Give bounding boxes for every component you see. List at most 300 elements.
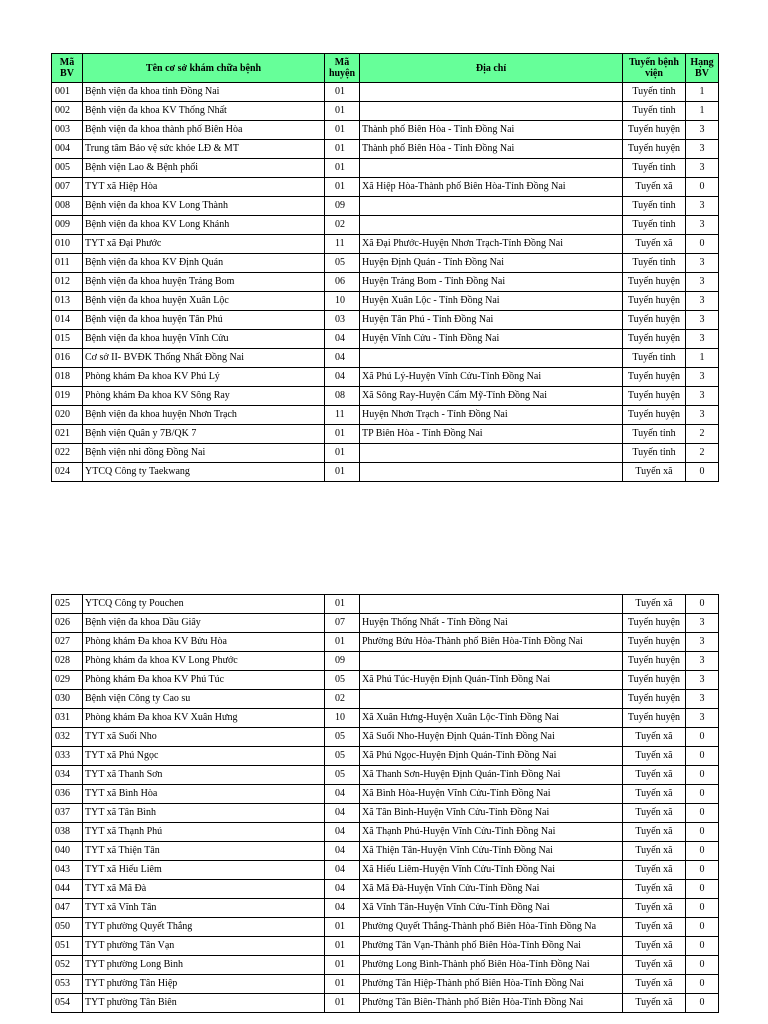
cell-name: Bệnh viện Công ty Cao su	[83, 690, 325, 709]
table-row	[52, 633, 719, 652]
cell-code: 025	[52, 595, 83, 614]
cell-tier: Tuyến xã	[623, 785, 686, 804]
cell-address	[360, 216, 623, 235]
cell-tier: Tuyến xã	[623, 842, 686, 861]
cell-rank: 3	[686, 690, 719, 709]
table-row	[52, 311, 719, 330]
cell-tier: Tuyến xã	[623, 595, 686, 614]
cell-address: Huyện Vĩnh Cửu - Tỉnh Đồng Nai	[360, 330, 623, 349]
cell-address	[360, 595, 623, 614]
cell-rank: 0	[686, 994, 719, 1013]
cell-code: 030	[52, 690, 83, 709]
cell-code: 043	[52, 861, 83, 880]
cell-tier: Tuyến xã	[623, 975, 686, 994]
cell-address: Xã Thiện Tân-Huyện Vĩnh Cửu-Tỉnh Đồng Nai	[360, 842, 623, 861]
cell-tier: Tuyến huyện	[623, 633, 686, 652]
cell-name: Phòng khám Đa khoa KV Sông Ray	[83, 387, 325, 406]
table-row	[52, 406, 719, 425]
header-rank: Hạng BV	[686, 54, 719, 83]
cell-address	[360, 102, 623, 121]
table-row	[52, 937, 719, 956]
table-row	[52, 83, 719, 102]
cell-tier: Tuyến xã	[623, 823, 686, 842]
cell-rank: 1	[686, 349, 719, 368]
cell-code: 027	[52, 633, 83, 652]
cell-tier: Tuyến huyện	[623, 330, 686, 349]
table-row	[52, 880, 719, 899]
cell-district: 04	[325, 330, 360, 349]
cell-name: Bệnh viện đa khoa huyện Trảng Bom	[83, 273, 325, 292]
cell-code: 005	[52, 159, 83, 178]
table-row	[52, 975, 719, 994]
cell-tier: Tuyến xã	[623, 747, 686, 766]
cell-code: 015	[52, 330, 83, 349]
cell-tier: Tuyến huyện	[623, 690, 686, 709]
cell-rank: 0	[686, 861, 719, 880]
cell-code: 028	[52, 652, 83, 671]
cell-code: 031	[52, 709, 83, 728]
cell-code: 003	[52, 121, 83, 140]
cell-rank: 3	[686, 140, 719, 159]
cell-name: TYT phường Tân Hiệp	[83, 975, 325, 994]
table-row	[52, 197, 719, 216]
table-row	[52, 785, 719, 804]
cell-code: 008	[52, 197, 83, 216]
cell-address	[360, 690, 623, 709]
cell-district: 01	[325, 918, 360, 937]
cell-name: TYT xã Hiệp Hòa	[83, 178, 325, 197]
cell-rank: 3	[686, 311, 719, 330]
cell-tier: Tuyến huyện	[623, 614, 686, 633]
facility-table-top	[51, 53, 719, 482]
cell-district: 01	[325, 956, 360, 975]
table-row	[52, 595, 719, 614]
cell-district: 02	[325, 216, 360, 235]
cell-rank: 2	[686, 444, 719, 463]
cell-address: Xã Thạnh Phú-Huyện Vĩnh Cửu-Tỉnh Đồng Nai	[360, 823, 623, 842]
table-header-row	[52, 54, 719, 83]
cell-name: TYT xã Đại Phước	[83, 235, 325, 254]
table-row	[52, 254, 719, 273]
cell-code: 018	[52, 368, 83, 387]
cell-address: Xã Suối Nho-Huyện Định Quán-Tỉnh Đồng Nai	[360, 728, 623, 747]
cell-district: 01	[325, 102, 360, 121]
cell-district: 01	[325, 425, 360, 444]
cell-code: 007	[52, 178, 83, 197]
cell-name: Phòng khám Đa khoa KV Bửu Hòa	[83, 633, 325, 652]
cell-name: Trung tâm Bảo vệ sức khỏe LĐ & MT	[83, 140, 325, 159]
cell-code: 012	[52, 273, 83, 292]
cell-rank: 3	[686, 387, 719, 406]
cell-name: TYT phường Long Bình	[83, 956, 325, 975]
table-row	[52, 842, 719, 861]
cell-code: 032	[52, 728, 83, 747]
table-row	[52, 444, 719, 463]
cell-tier: Tuyến huyện	[623, 368, 686, 387]
cell-rank: 0	[686, 595, 719, 614]
cell-district: 01	[325, 975, 360, 994]
cell-address	[360, 463, 623, 482]
cell-code: 004	[52, 140, 83, 159]
cell-rank: 2	[686, 425, 719, 444]
cell-name: Phòng khám Đa khoa KV Phú Túc	[83, 671, 325, 690]
cell-name: TYT xã Bình Hòa	[83, 785, 325, 804]
table-row	[52, 330, 719, 349]
cell-district: 04	[325, 880, 360, 899]
cell-address: Phường Tân Hiệp-Thành phố Biên Hòa-Tỉnh Đồng Nai	[360, 975, 623, 994]
cell-code: 014	[52, 311, 83, 330]
cell-rank: 0	[686, 728, 719, 747]
cell-tier: Tuyến xã	[623, 937, 686, 956]
cell-district: 05	[325, 747, 360, 766]
cell-name: TYT xã Thiện Tân	[83, 842, 325, 861]
cell-address: Xã Xuân Hưng-Huyện Xuân Lộc-Tỉnh Đồng Nai	[360, 709, 623, 728]
cell-rank: 0	[686, 804, 719, 823]
cell-tier: Tuyến xã	[623, 880, 686, 899]
cell-name: TYT xã Thạnh Phú	[83, 823, 325, 842]
cell-rank: 3	[686, 159, 719, 178]
cell-district: 09	[325, 652, 360, 671]
cell-code: 040	[52, 842, 83, 861]
cell-tier: Tuyến huyện	[623, 709, 686, 728]
cell-code: 044	[52, 880, 83, 899]
cell-name: Cơ sở II- BVĐK Thống Nhất Đồng Nai	[83, 349, 325, 368]
cell-name: Phòng khám Đa khoa KV Xuân Hưng	[83, 709, 325, 728]
cell-district: 04	[325, 368, 360, 387]
cell-code: 016	[52, 349, 83, 368]
cell-address: Phường Tân Biên-Thành phố Biên Hòa-Tỉnh Đồng Nai	[360, 994, 623, 1013]
cell-address	[360, 349, 623, 368]
table-row	[52, 159, 719, 178]
cell-name: Bệnh viện Quân y 7B/QK 7	[83, 425, 325, 444]
cell-address: Phường Tân Vạn-Thành phố Biên Hòa-Tỉnh Đồng Nai	[360, 937, 623, 956]
table-row	[52, 823, 719, 842]
cell-name: TYT xã Thanh Sơn	[83, 766, 325, 785]
cell-name: Bệnh viện đa khoa tỉnh Đồng Nai	[83, 83, 325, 102]
table-row	[52, 463, 719, 482]
cell-tier: Tuyến tỉnh	[623, 425, 686, 444]
cell-tier: Tuyến xã	[623, 766, 686, 785]
table-row	[52, 614, 719, 633]
cell-name: Bệnh viện đa khoa thành phố Biên Hòa	[83, 121, 325, 140]
cell-tier: Tuyến xã	[623, 804, 686, 823]
cell-rank: 0	[686, 766, 719, 785]
cell-rank: 0	[686, 975, 719, 994]
cell-district: 05	[325, 254, 360, 273]
header-code: Mã BV	[52, 54, 83, 83]
cell-rank: 3	[686, 614, 719, 633]
cell-name: Bệnh viện đa khoa Dầu Giây	[83, 614, 325, 633]
cell-tier: Tuyến xã	[623, 861, 686, 880]
cell-address: Phường Bửu Hòa-Thành phố Biên Hòa-Tỉnh Đồng Nai	[360, 633, 623, 652]
table-row	[52, 747, 719, 766]
cell-tier: Tuyến xã	[623, 956, 686, 975]
cell-code: 019	[52, 387, 83, 406]
cell-name: TYT phường Tân Vạn	[83, 937, 325, 956]
cell-rank: 0	[686, 747, 719, 766]
cell-code: 038	[52, 823, 83, 842]
cell-rank: 0	[686, 880, 719, 899]
cell-rank: 0	[686, 956, 719, 975]
cell-name: Bệnh viện đa khoa huyện Nhơn Trạch	[83, 406, 325, 425]
cell-address	[360, 83, 623, 102]
cell-district: 01	[325, 463, 360, 482]
cell-rank: 0	[686, 823, 719, 842]
cell-name: YTCQ Công ty Taekwang	[83, 463, 325, 482]
cell-name: Bệnh viện đa khoa KV Định Quán	[83, 254, 325, 273]
cell-name: TYT xã Mã Đà	[83, 880, 325, 899]
cell-tier: Tuyến tỉnh	[623, 197, 686, 216]
cell-district: 10	[325, 709, 360, 728]
table-row	[52, 121, 719, 140]
header-name: Tên cơ sở khám chữa bệnh	[83, 54, 325, 83]
cell-name: TYT xã Tân Bình	[83, 804, 325, 823]
cell-address: Xã Phú Túc-Huyện Định Quán-Tỉnh Đồng Nai	[360, 671, 623, 690]
cell-district: 09	[325, 197, 360, 216]
cell-district: 01	[325, 140, 360, 159]
cell-district: 01	[325, 121, 360, 140]
cell-code: 054	[52, 994, 83, 1013]
table-row	[52, 861, 719, 880]
table-row	[52, 709, 719, 728]
cell-rank: 3	[686, 273, 719, 292]
cell-district: 04	[325, 861, 360, 880]
cell-address: Thành phố Biên Hòa - Tỉnh Đồng Nai	[360, 121, 623, 140]
cell-name: Bệnh viện đa khoa huyện Vĩnh Cửu	[83, 330, 325, 349]
cell-address: Phường Long Bình-Thành phố Biên Hòa-Tỉnh Đồng Nai	[360, 956, 623, 975]
cell-rank: 0	[686, 937, 719, 956]
cell-rank: 1	[686, 83, 719, 102]
cell-code: 033	[52, 747, 83, 766]
cell-district: 04	[325, 349, 360, 368]
cell-code: 026	[52, 614, 83, 633]
table-row	[52, 671, 719, 690]
cell-address: Huyện Thống Nhất - Tỉnh Đồng Nai	[360, 614, 623, 633]
cell-district: 01	[325, 159, 360, 178]
table-row	[52, 425, 719, 444]
cell-rank: 3	[686, 368, 719, 387]
cell-rank: 0	[686, 918, 719, 937]
cell-address: Huyện Tân Phú - Tỉnh Đồng Nai	[360, 311, 623, 330]
cell-code: 053	[52, 975, 83, 994]
facility-table-bottom	[51, 594, 719, 1013]
cell-address: Xã Phú Lý-Huyện Vĩnh Cửu-Tỉnh Đồng Nai	[360, 368, 623, 387]
cell-name: Bệnh viện Lao & Bệnh phổi	[83, 159, 325, 178]
cell-name: Phòng khám Đa khoa KV Phú Lý	[83, 368, 325, 387]
cell-district: 01	[325, 595, 360, 614]
cell-rank: 3	[686, 671, 719, 690]
table-row	[52, 766, 719, 785]
table-row	[52, 216, 719, 235]
cell-name: TYT phường Quyết Thắng	[83, 918, 325, 937]
cell-tier: Tuyến huyện	[623, 140, 686, 159]
cell-district: 05	[325, 671, 360, 690]
cell-rank: 3	[686, 652, 719, 671]
cell-rank: 0	[686, 899, 719, 918]
cell-rank: 3	[686, 292, 719, 311]
table-row	[52, 235, 719, 254]
cell-district: 05	[325, 766, 360, 785]
cell-address: Huyện Nhơn Trạch - Tỉnh Đồng Nai	[360, 406, 623, 425]
table-row	[52, 994, 719, 1013]
cell-district: 04	[325, 899, 360, 918]
cell-address	[360, 159, 623, 178]
header-address: Địa chỉ	[360, 54, 623, 83]
cell-tier: Tuyến huyện	[623, 311, 686, 330]
cell-tier: Tuyến tỉnh	[623, 216, 686, 235]
cell-name: Bệnh viện đa khoa huyện Xuân Lộc	[83, 292, 325, 311]
cell-district: 11	[325, 406, 360, 425]
cell-district: 05	[325, 728, 360, 747]
cell-address: Xã Hiệp Hòa-Thành phố Biên Hòa-Tỉnh Đồng Nai	[360, 178, 623, 197]
cell-address: Huyện Định Quán - Tỉnh Đồng Nai	[360, 254, 623, 273]
cell-code: 009	[52, 216, 83, 235]
cell-tier: Tuyến huyện	[623, 671, 686, 690]
cell-district: 06	[325, 273, 360, 292]
cell-tier: Tuyến tỉnh	[623, 159, 686, 178]
cell-district: 11	[325, 235, 360, 254]
cell-code: 002	[52, 102, 83, 121]
cell-code: 001	[52, 83, 83, 102]
cell-district: 03	[325, 311, 360, 330]
cell-address: Xã Vĩnh Tân-Huyện Vĩnh Cửu-Tỉnh Đồng Nai	[360, 899, 623, 918]
cell-tier: Tuyến tỉnh	[623, 83, 686, 102]
cell-name: TYT xã Hiếu Liêm	[83, 861, 325, 880]
table-row	[52, 918, 719, 937]
cell-code: 021	[52, 425, 83, 444]
table-row	[52, 349, 719, 368]
cell-district: 04	[325, 842, 360, 861]
cell-name: TYT xã Phú Ngọc	[83, 747, 325, 766]
cell-code: 052	[52, 956, 83, 975]
table-row	[52, 690, 719, 709]
cell-tier: Tuyến huyện	[623, 292, 686, 311]
cell-district: 01	[325, 633, 360, 652]
cell-address: Huyện Trảng Bom - Tỉnh Đồng Nai	[360, 273, 623, 292]
cell-address	[360, 444, 623, 463]
cell-tier: Tuyến huyện	[623, 406, 686, 425]
cell-address: Xã Đại Phước-Huyện Nhơn Trạch-Tỉnh Đồng Nai	[360, 235, 623, 254]
cell-tier: Tuyến xã	[623, 463, 686, 482]
table-row	[52, 140, 719, 159]
cell-code: 010	[52, 235, 83, 254]
cell-district: 01	[325, 937, 360, 956]
cell-code: 022	[52, 444, 83, 463]
cell-name: YTCQ Công ty Pouchen	[83, 595, 325, 614]
cell-tier: Tuyến huyện	[623, 387, 686, 406]
cell-rank: 3	[686, 121, 719, 140]
cell-address: Xã Sông Ray-Huyện Cẩm Mỹ-Tỉnh Đồng Nai	[360, 387, 623, 406]
cell-name: TYT xã Suối Nho	[83, 728, 325, 747]
cell-tier: Tuyến huyện	[623, 121, 686, 140]
cell-address: Xã Thanh Sơn-Huyện Định Quán-Tỉnh Đồng Nai	[360, 766, 623, 785]
cell-name: Bệnh viện đa khoa KV Long Khánh	[83, 216, 325, 235]
cell-rank: 3	[686, 197, 719, 216]
cell-address: Thành phố Biên Hòa - Tỉnh Đồng Nai	[360, 140, 623, 159]
cell-code: 047	[52, 899, 83, 918]
cell-rank: 0	[686, 235, 719, 254]
header-tier: Tuyến bệnh viện	[623, 54, 686, 83]
cell-code: 050	[52, 918, 83, 937]
cell-name: Bệnh viện đa khoa KV Long Thành	[83, 197, 325, 216]
cell-district: 01	[325, 444, 360, 463]
cell-name: Bệnh viện đa khoa huyện Tân Phú	[83, 311, 325, 330]
table-row	[52, 652, 719, 671]
cell-code: 013	[52, 292, 83, 311]
cell-tier: Tuyến tỉnh	[623, 444, 686, 463]
cell-name: Bệnh viện đa khoa KV Thống Nhất	[83, 102, 325, 121]
cell-district: 07	[325, 614, 360, 633]
cell-name: TYT xã Vĩnh Tân	[83, 899, 325, 918]
cell-code: 051	[52, 937, 83, 956]
header-district: Mã huyện	[325, 54, 360, 83]
cell-district: 10	[325, 292, 360, 311]
cell-code: 037	[52, 804, 83, 823]
cell-code: 036	[52, 785, 83, 804]
table-row	[52, 292, 719, 311]
cell-address: Phường Quyết Thắng-Thành phố Biên Hòa-Tỉnh Đồng Na	[360, 918, 623, 937]
cell-tier: Tuyến xã	[623, 918, 686, 937]
cell-tier: Tuyến xã	[623, 994, 686, 1013]
cell-rank: 3	[686, 709, 719, 728]
table-row	[52, 387, 719, 406]
table-row	[52, 178, 719, 197]
cell-address: Xã Hiếu Liêm-Huyện Vĩnh Cửu-Tỉnh Đồng Nai	[360, 861, 623, 880]
cell-district: 01	[325, 994, 360, 1013]
cell-code: 024	[52, 463, 83, 482]
cell-rank: 3	[686, 330, 719, 349]
cell-name: TYT phường Tân Biên	[83, 994, 325, 1013]
cell-rank: 0	[686, 463, 719, 482]
cell-tier: Tuyến huyện	[623, 652, 686, 671]
table-row	[52, 804, 719, 823]
cell-district: 08	[325, 387, 360, 406]
cell-district: 01	[325, 178, 360, 197]
cell-address: Xã Bình Hòa-Huyện Vĩnh Cửu-Tỉnh Đồng Nai	[360, 785, 623, 804]
table-row	[52, 899, 719, 918]
cell-tier: Tuyến xã	[623, 728, 686, 747]
cell-code: 029	[52, 671, 83, 690]
cell-tier: Tuyến xã	[623, 235, 686, 254]
cell-tier: Tuyến huyện	[623, 273, 686, 292]
cell-rank: 3	[686, 633, 719, 652]
cell-tier: Tuyến xã	[623, 899, 686, 918]
table-row	[52, 956, 719, 975]
table-row	[52, 273, 719, 292]
cell-tier: Tuyến xã	[623, 178, 686, 197]
cell-code: 034	[52, 766, 83, 785]
cell-district: 04	[325, 785, 360, 804]
cell-address: Xã Mã Đà-Huyện Vĩnh Cửu-Tỉnh Đồng Nai	[360, 880, 623, 899]
cell-rank: 0	[686, 178, 719, 197]
cell-code: 020	[52, 406, 83, 425]
cell-address: Xã Phú Ngọc-Huyện Định Quán-Tỉnh Đồng Nai	[360, 747, 623, 766]
cell-code: 011	[52, 254, 83, 273]
cell-district: 02	[325, 690, 360, 709]
cell-address: Xã Tân Bình-Huyện Vĩnh Cửu-Tỉnh Đồng Nai	[360, 804, 623, 823]
cell-rank: 1	[686, 102, 719, 121]
cell-tier: Tuyến tỉnh	[623, 349, 686, 368]
cell-rank: 3	[686, 254, 719, 273]
table-row	[52, 728, 719, 747]
cell-rank: 3	[686, 216, 719, 235]
cell-address: TP Biên Hòa - Tỉnh Đồng Nai	[360, 425, 623, 444]
cell-address	[360, 652, 623, 671]
cell-address: Huyện Xuân Lộc - Tỉnh Đồng Nai	[360, 292, 623, 311]
cell-tier: Tuyến tỉnh	[623, 102, 686, 121]
cell-rank: 0	[686, 842, 719, 861]
cell-rank: 3	[686, 406, 719, 425]
